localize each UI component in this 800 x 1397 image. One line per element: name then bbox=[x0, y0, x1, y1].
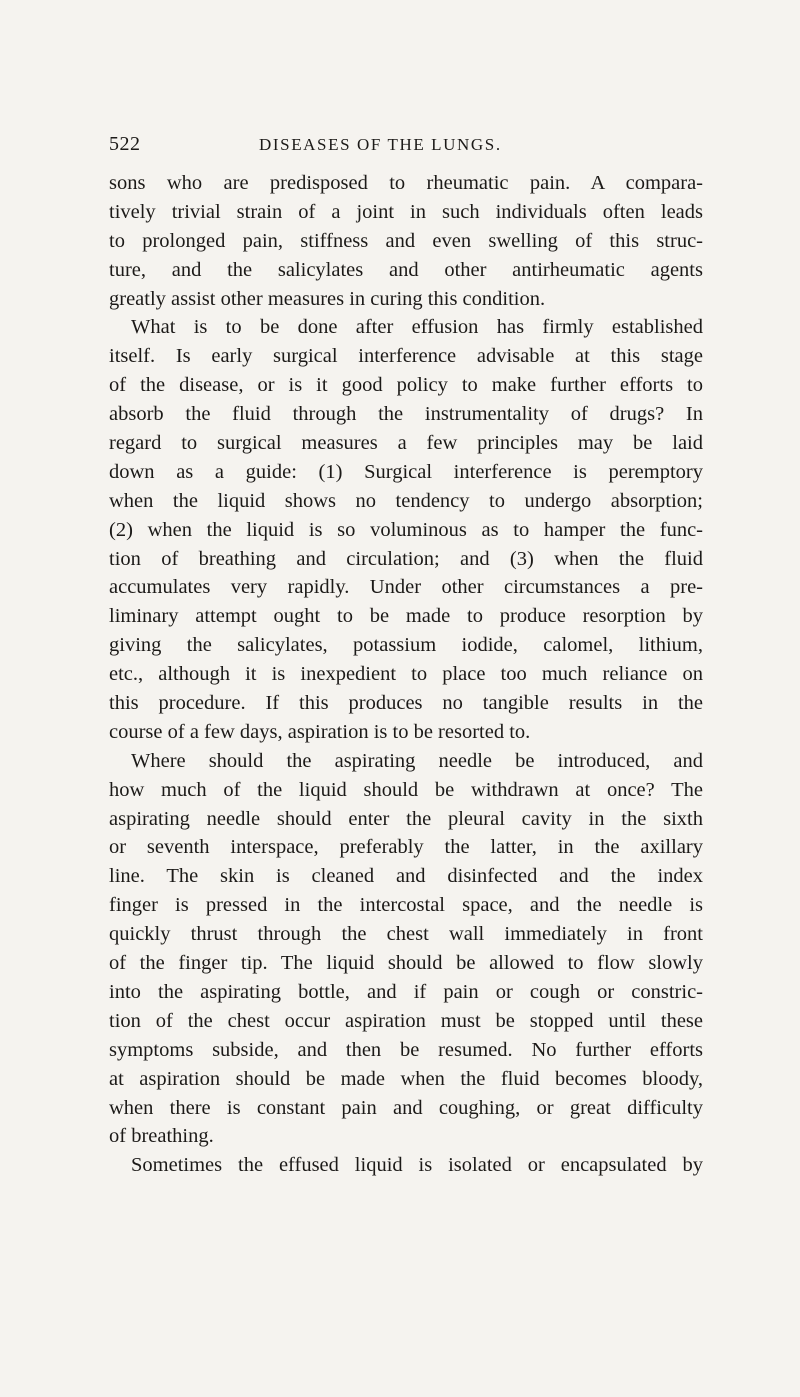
page-number: 522 bbox=[109, 133, 141, 155]
running-head bbox=[109, 133, 709, 161]
text-line: at aspiration should be made when the fluid becomes bloody, bbox=[109, 1067, 703, 1090]
text-line: tion of the chest occur aspiration must be stopped until these bbox=[109, 1009, 703, 1032]
text-line: giving the salicylates, potassium iodide, calomel, lithium, bbox=[109, 634, 703, 657]
text-line: symptoms subside, and then be resumed. No further efforts bbox=[109, 1038, 703, 1061]
text-line: (2) when the liquid is so voluminous as to hamper the func- bbox=[109, 518, 703, 541]
text-line: finger is pressed in the intercostal space, and the needle is bbox=[109, 894, 703, 917]
text-line: aspirating needle should enter the pleural cavity in the sixth bbox=[109, 807, 703, 830]
text-line: greatly assist other measures in curing this condition. bbox=[109, 287, 546, 310]
text-line: accumulates very rapidly. Under other circumstances a pre- bbox=[109, 576, 703, 599]
text-line: tion of breathing and circulation; and (3) when the fluid bbox=[109, 547, 703, 570]
text-line: etc., although it is inexpedient to place too much reliance on bbox=[109, 663, 703, 686]
text-line: down as a guide: (1) Surgical interference is peremptory bbox=[109, 460, 703, 483]
text-line: quickly thrust through the chest wall immediately in front bbox=[109, 923, 703, 946]
text-line: tively trivial strain of a joint in such individuals often leads bbox=[109, 200, 703, 223]
text-line: itself. Is early surgical interference advisable at this stage bbox=[109, 345, 703, 368]
text-line: when there is constant pain and coughing, or great difficulty bbox=[109, 1096, 703, 1119]
text-line: ture, and the salicylates and other antirheumatic agents bbox=[109, 258, 703, 281]
text-line: when the liquid shows no tendency to undergo absorption; bbox=[109, 489, 703, 512]
text-line: sons who are predisposed to rheumatic pain. A compara- bbox=[109, 172, 703, 194]
text-line: What is to be done after effusion has firmly established bbox=[131, 316, 703, 339]
body-text bbox=[109, 169, 703, 1180]
text-line: absorb the fluid through the instrumentality of drugs? In bbox=[109, 403, 703, 426]
text-line: regard to surgical measures a few principles may be laid bbox=[109, 432, 703, 455]
text-line: of breathing. bbox=[109, 1125, 214, 1148]
text-line: line. The skin is cleaned and disinfected and the index bbox=[109, 865, 703, 888]
text-line: or seventh interspace, preferably the latter, in the axillary bbox=[109, 836, 703, 859]
running-title: DISEASES OF THE LUNGS. bbox=[259, 135, 502, 154]
text-line: of the disease, or is it good policy to make further efforts to bbox=[109, 374, 703, 397]
text-line: Where should the aspirating needle be introduced, and bbox=[131, 749, 703, 772]
text-line: liminary attempt ought to be made to produce resorption by bbox=[109, 605, 703, 628]
text-line: of the finger tip. The liquid should be allowed to flow slowly bbox=[109, 952, 703, 975]
text-line: to prolonged pain, stiffness and even swelling of this struc- bbox=[109, 229, 703, 252]
text-line: this procedure. If this produces no tangible results in the bbox=[109, 692, 703, 715]
text-line: Sometimes the effused liquid is isolated or encapsulated by bbox=[131, 1154, 703, 1177]
text-line: how much of the liquid should be withdrawn at once? The bbox=[109, 778, 703, 801]
text-line: course of a few days, aspiration is to be resorted to. bbox=[109, 720, 531, 743]
text-line: into the aspirating bottle, and if pain or cough or constric- bbox=[109, 980, 703, 1003]
